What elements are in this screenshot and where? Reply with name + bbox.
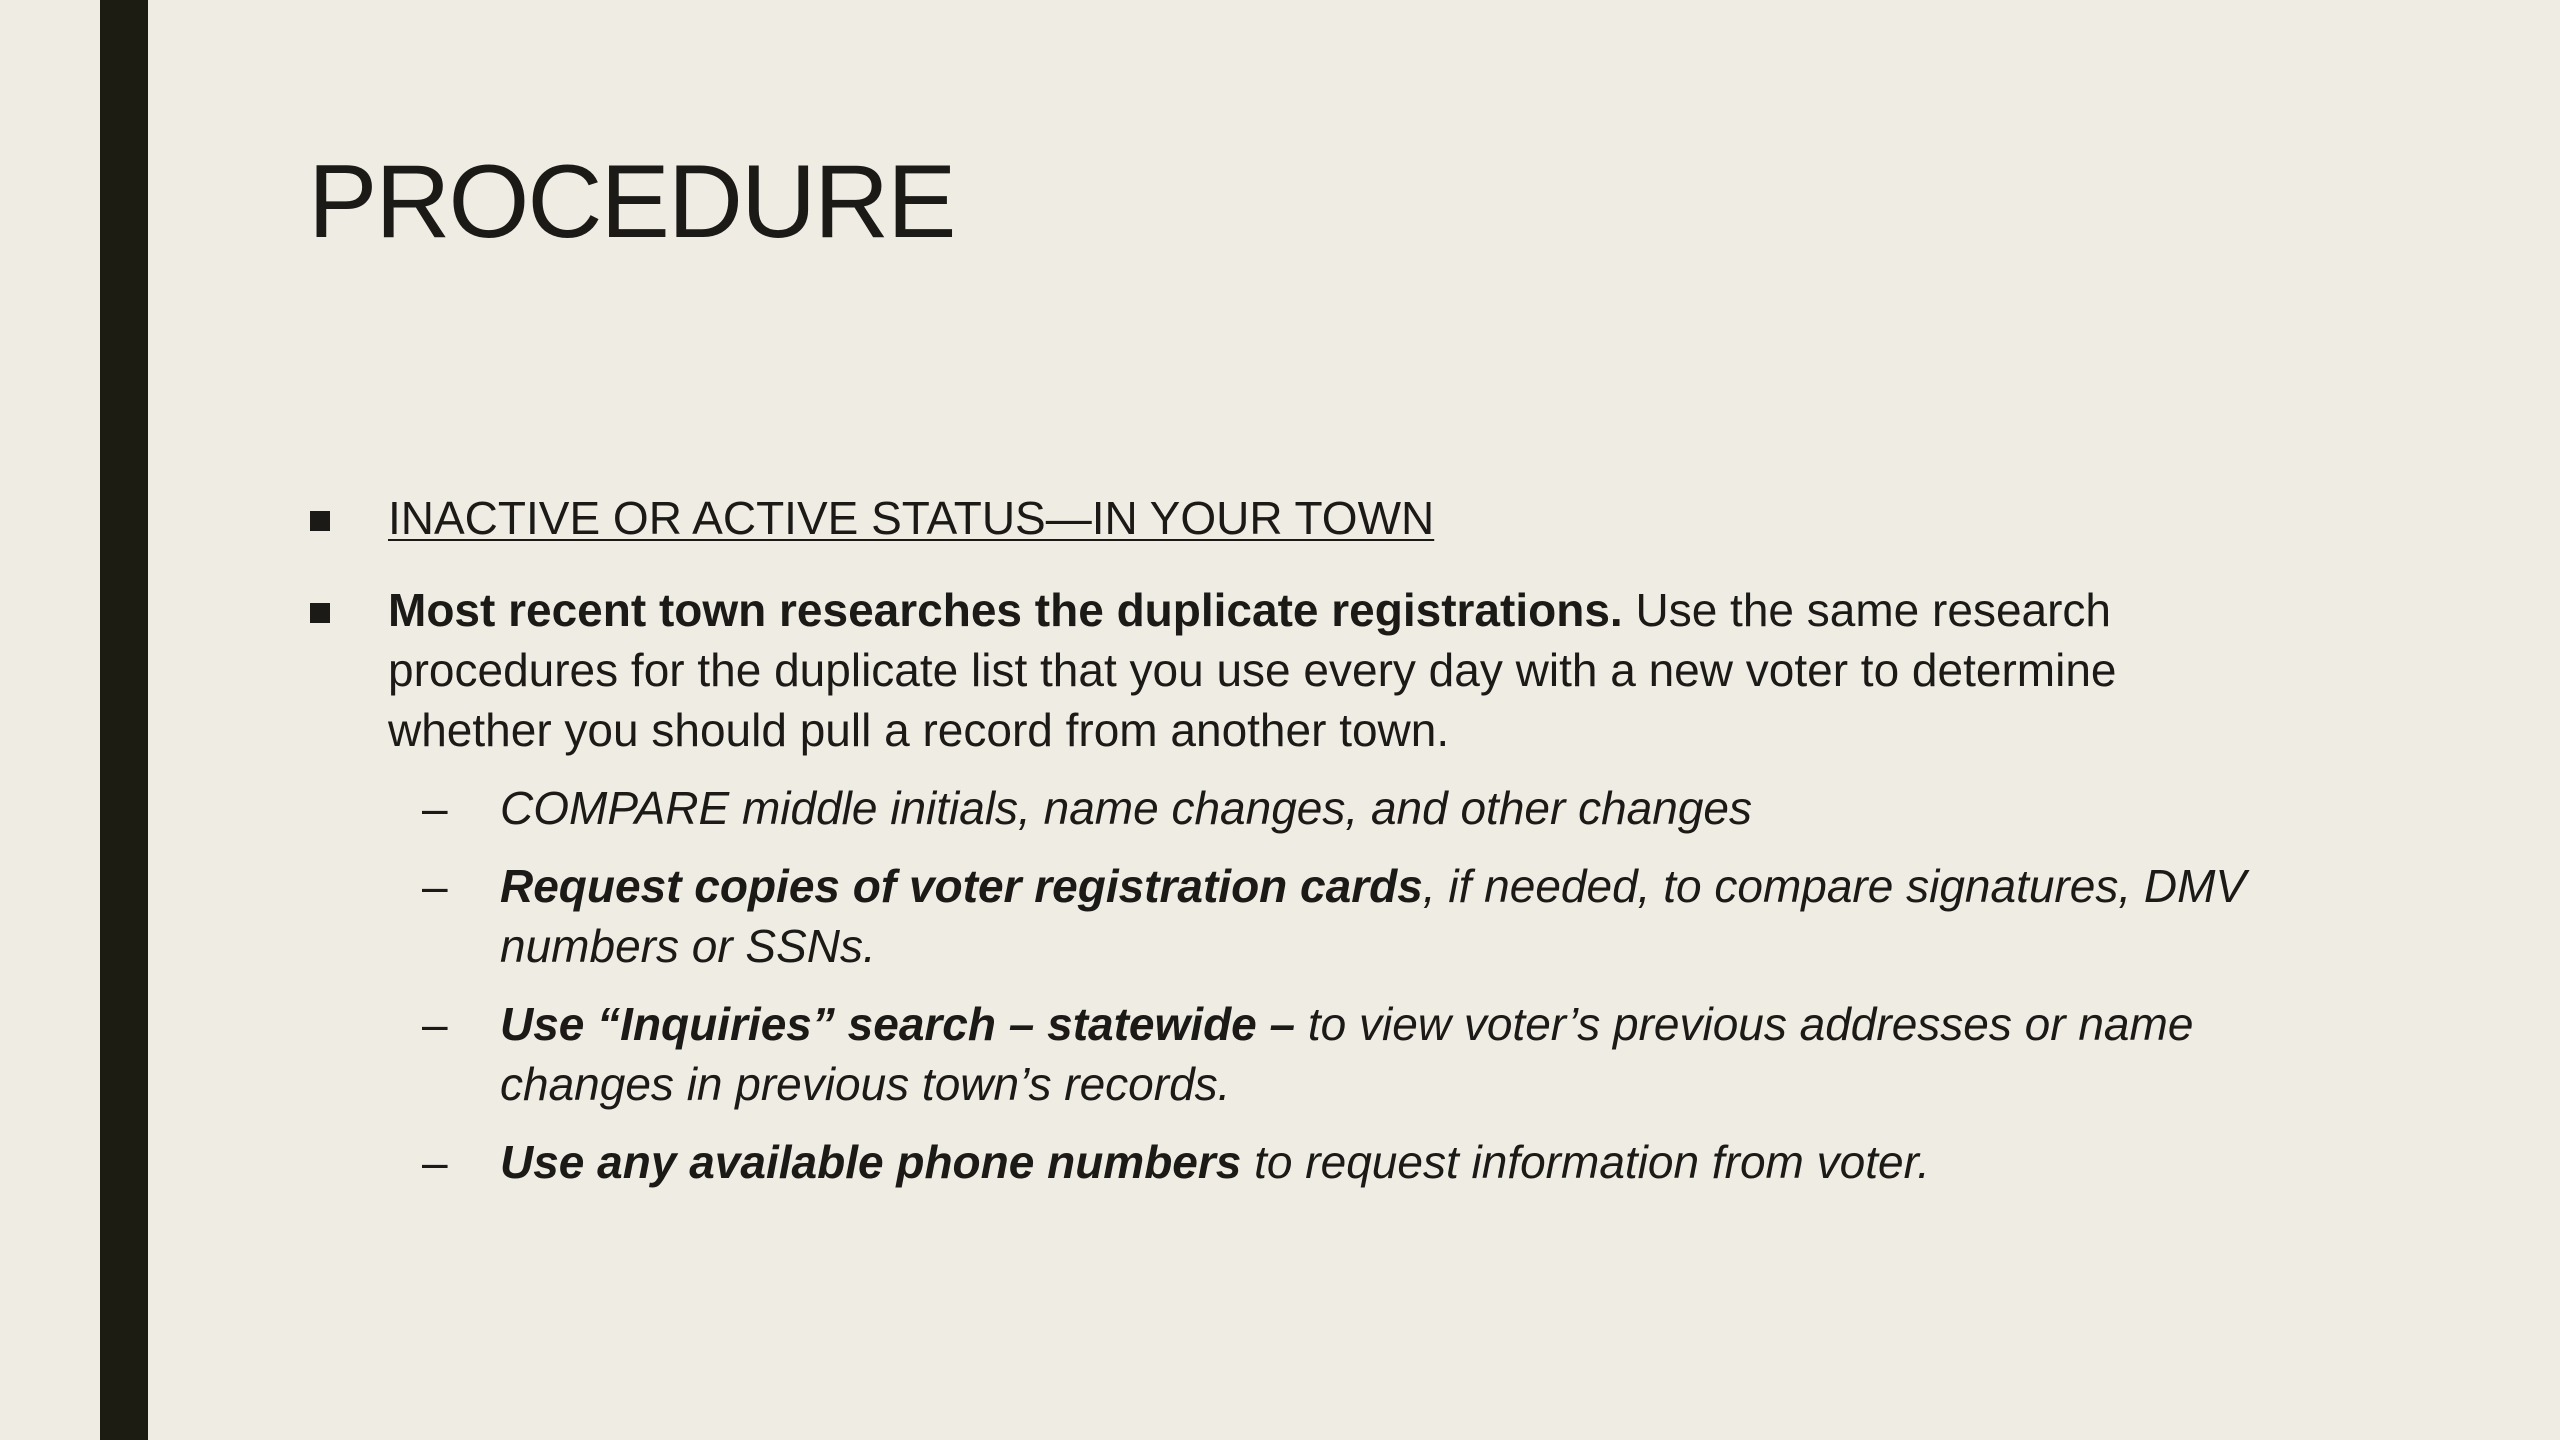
slide-content (306, 488, 2256, 1224)
sub-bullet-request-copies-bold: Request copies of voter registration cards (500, 860, 1423, 912)
sub-bullet-inquiries-bold: Use “Inquiries” search – statewide – (500, 998, 1296, 1050)
square-bullet-icon (310, 603, 330, 623)
bullet-research-bold: Most recent town researches the duplicate registrations. (388, 584, 1623, 636)
dash-bullet-icon: – (422, 998, 448, 1050)
bullet-research (306, 580, 2256, 1192)
dash-bullet-icon: – (422, 1136, 448, 1188)
bullet-research-text: Use the same research procedures for the duplicate list that you use every day with a new voter to determine whether you should pull a record from another town. (388, 584, 2117, 756)
dash-bullet-icon: – (422, 782, 448, 834)
sub-bullet-phone-bold: Use any available phone numbers (500, 1136, 1242, 1188)
square-bullet-icon (310, 511, 330, 531)
sub-bullet-phone (388, 1132, 2256, 1192)
slide-title: PROCEDURE (308, 144, 955, 260)
sub-bullet-phone-text: to request information from voter. (1241, 1136, 1930, 1188)
sub-bullet-request-copies-text: , if needed, to compare signatures, DMV numbers or SSNs. (500, 860, 2247, 972)
bullet-status-text: INACTIVE OR ACTIVE STATUS—IN YOUR TOWN (388, 492, 1435, 544)
sub-bullet-compare (388, 778, 2256, 838)
bullet-status (306, 488, 2256, 548)
dash-bullet-icon: – (422, 860, 448, 912)
sub-bullet-list (388, 778, 2256, 1192)
sub-bullet-request-copies (388, 856, 2256, 976)
sub-bullet-compare-text: COMPARE middle initials, name changes, and other changes (500, 782, 1753, 834)
sub-bullet-inquiries (388, 994, 2256, 1114)
left-accent-bar (100, 0, 148, 1440)
sub-bullet-inquiries-text: to view voter’s previous addresses or name changes in previous town’s records. (500, 998, 2194, 1110)
